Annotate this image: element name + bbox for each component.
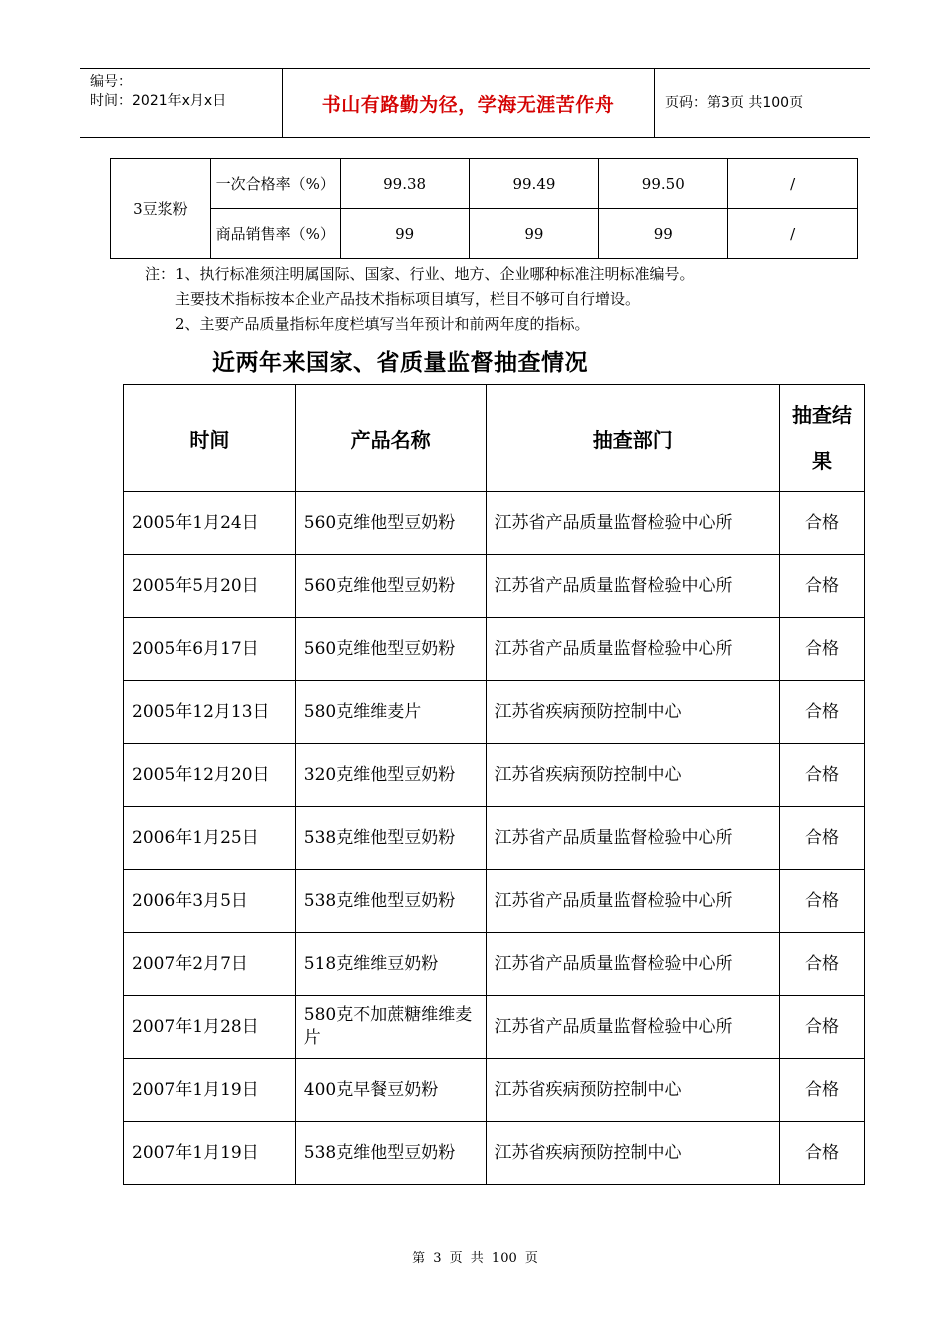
page-footer: 第 3 页 共 100 页 <box>412 1251 538 1266</box>
inspection-department: 江苏省疾病预防控制中心 <box>486 681 780 744</box>
table-row <box>124 555 865 618</box>
table-row <box>111 209 858 259</box>
header-meta <box>80 69 283 137</box>
product-name: 538克维他型豆奶粉 <box>295 807 486 870</box>
column-header-time: 时间 <box>124 385 296 492</box>
inspection-result: 合格 <box>780 870 865 933</box>
doc-number-label: 编号： <box>90 74 132 90</box>
header-motto-cell <box>282 69 655 137</box>
table-row <box>124 1122 865 1185</box>
header-page-number: 页码：第3页 共100页 <box>665 94 804 111</box>
inspection-result: 合格 <box>780 492 865 555</box>
inspection-department: 江苏省产品质量监督检验中心所 <box>486 807 780 870</box>
indicator-value: 99.38 <box>340 159 469 209</box>
inspection-table <box>123 384 865 1185</box>
header-motto: 书山有路勤为径，学海无涯苦作舟 <box>321 93 615 116</box>
inspection-result: 合格 <box>780 1059 865 1122</box>
product-name-cell: 3豆浆粉 <box>111 159 211 259</box>
note-line: 2、主要产品质量指标年度栏填写当年预计和前两年度的指标。 <box>175 315 590 333</box>
inspection-date: 2007年1月19日 <box>124 1122 296 1185</box>
table-row <box>124 933 865 996</box>
section-title: 近两年来国家、省质量监督抽查情况 <box>212 350 588 376</box>
column-header-product: 产品名称 <box>295 385 486 492</box>
inspection-result: 合格 <box>780 1122 865 1185</box>
inspection-result: 合格 <box>780 933 865 996</box>
indicator-value: / <box>728 159 858 209</box>
inspection-date: 2007年1月19日 <box>124 1059 296 1122</box>
product-name: 320克维他型豆奶粉 <box>295 744 486 807</box>
inspection-result: 合格 <box>780 681 865 744</box>
table-row <box>124 618 865 681</box>
indicator-label: 商品销售率（%） <box>210 209 340 259</box>
indicator-value: 99.49 <box>469 159 599 209</box>
inspection-department: 江苏省产品质量监督检验中心所 <box>486 492 780 555</box>
product-name: 580克不加蔗糖维维麦片 <box>295 996 486 1059</box>
table-row <box>124 996 865 1059</box>
column-header-result: 抽查结果 <box>780 385 865 492</box>
inspection-department: 江苏省疾病预防控制中心 <box>486 744 780 807</box>
indicator-value: 99 <box>469 209 599 259</box>
table-row <box>124 807 865 870</box>
doc-time-label: 时间：2021年x月x日 <box>90 93 227 109</box>
table-row <box>124 744 865 807</box>
inspection-table-body <box>124 492 865 1185</box>
product-name: 560克维他型豆奶粉 <box>295 555 486 618</box>
product-name: 538克维他型豆奶粉 <box>295 1122 486 1185</box>
inspection-result: 合格 <box>780 996 865 1059</box>
quality-indicator-table <box>110 158 858 259</box>
inspection-date: 2007年2月7日 <box>124 933 296 996</box>
product-name: 518克维维豆奶粉 <box>295 933 486 996</box>
inspection-date: 2005年12月13日 <box>124 681 296 744</box>
table-row <box>111 159 858 209</box>
product-name: 580克维维麦片 <box>295 681 486 744</box>
notes-block <box>145 262 695 337</box>
table-row <box>124 492 865 555</box>
inspection-date: 2005年5月20日 <box>124 555 296 618</box>
inspection-date: 2006年3月5日 <box>124 870 296 933</box>
indicator-label: 一次合格率（%） <box>210 159 340 209</box>
table-row <box>124 870 865 933</box>
inspection-department: 江苏省产品质量监督检验中心所 <box>486 996 780 1059</box>
column-header-department: 抽查部门 <box>486 385 780 492</box>
indicator-value: 99 <box>599 209 728 259</box>
inspection-department: 江苏省疾病预防控制中心 <box>486 1059 780 1122</box>
inspection-department: 江苏省疾病预防控制中心 <box>486 1122 780 1185</box>
inspection-date: 2005年12月20日 <box>124 744 296 807</box>
indicator-value: 99 <box>340 209 469 259</box>
header-page-cell <box>655 69 870 137</box>
note-line: 主要技术指标按本企业产品技术指标项目填写，栏目不够可自行增设。 <box>175 290 641 308</box>
inspection-date: 2005年6月17日 <box>124 618 296 681</box>
inspection-result: 合格 <box>780 744 865 807</box>
inspection-date: 2006年1月25日 <box>124 807 296 870</box>
inspection-department: 江苏省产品质量监督检验中心所 <box>486 618 780 681</box>
indicator-value: / <box>728 209 858 259</box>
table-row <box>124 681 865 744</box>
inspection-department: 江苏省产品质量监督检验中心所 <box>486 870 780 933</box>
product-name: 400克早餐豆奶粉 <box>295 1059 486 1122</box>
table-row <box>124 1059 865 1122</box>
indicator-value: 99.50 <box>599 159 728 209</box>
inspection-result: 合格 <box>780 807 865 870</box>
inspection-date: 2005年1月24日 <box>124 492 296 555</box>
inspection-result: 合格 <box>780 618 865 681</box>
table-header-row <box>124 385 865 492</box>
product-name: 538克维他型豆奶粉 <box>295 870 486 933</box>
page-header <box>80 68 870 138</box>
inspection-department: 江苏省产品质量监督检验中心所 <box>486 555 780 618</box>
inspection-date: 2007年1月28日 <box>124 996 296 1059</box>
inspection-department: 江苏省产品质量监督检验中心所 <box>486 933 780 996</box>
note-line: 注：1、执行标准须注明属国际、国家、行业、地方、企业哪种标准注明标准编号。 <box>145 265 695 283</box>
inspection-result: 合格 <box>780 555 865 618</box>
product-name: 560克维他型豆奶粉 <box>295 492 486 555</box>
product-name: 560克维他型豆奶粉 <box>295 618 486 681</box>
